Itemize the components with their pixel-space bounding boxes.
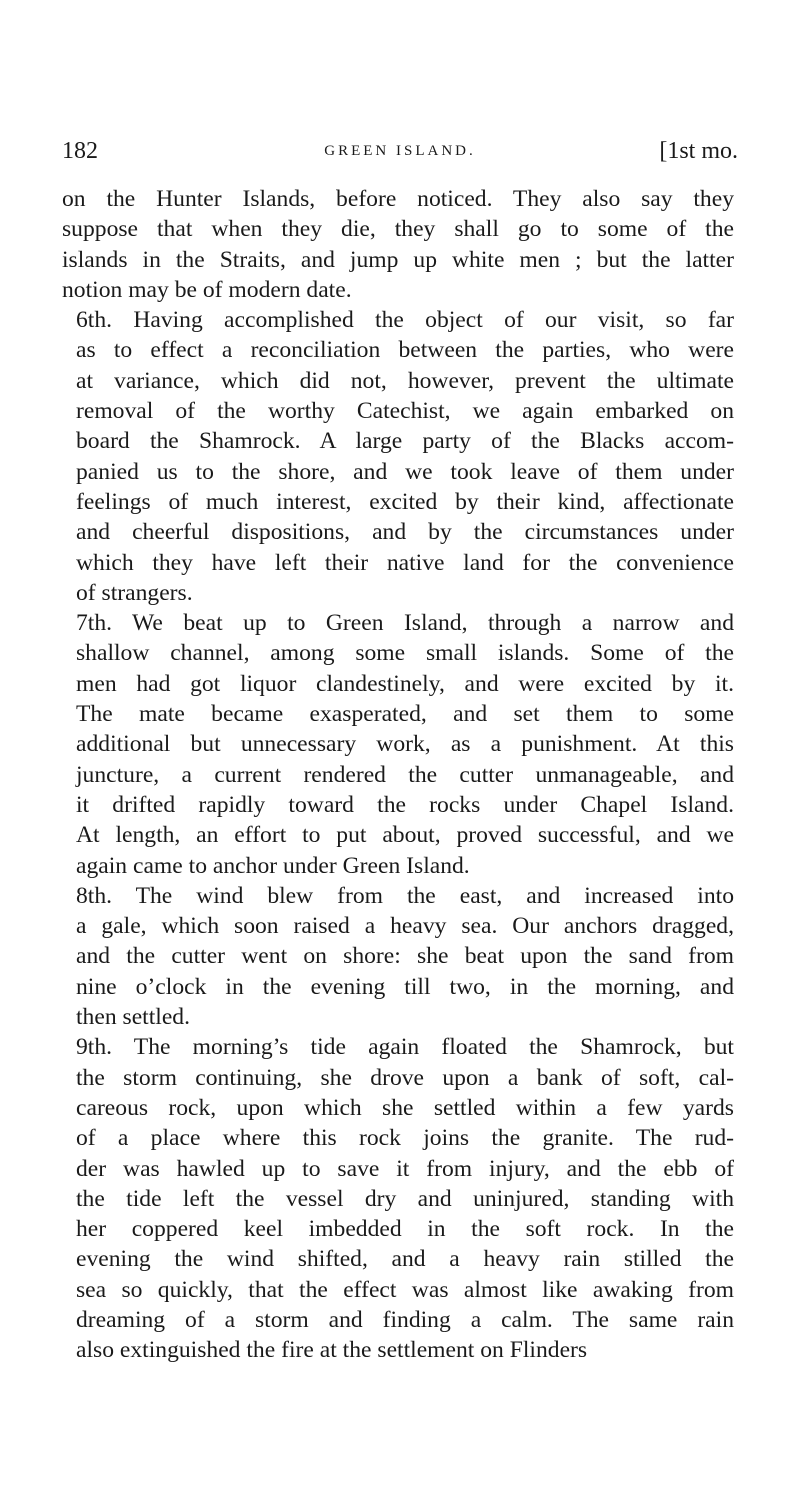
- text-line: At length, an effort to put about, proved successful, and we: [76, 822, 734, 849]
- text-line: also extinguished the fire at the settlement on Flinders: [76, 1337, 588, 1364]
- text-line: 6th. Having accomplished the object of our visit, so far: [76, 307, 734, 334]
- paragraph: [62, 1032, 734, 1365]
- text-line: feelings of much interest, excited by their kind, affectionate: [76, 488, 734, 515]
- text-line: dreaming of a storm and finding a calm. The same rain: [76, 1306, 734, 1333]
- page-number: 182: [62, 138, 98, 164]
- text-line: additional but unnecessary work, as a punishment. At this: [76, 731, 734, 758]
- paragraph: [62, 881, 734, 1032]
- text-line: again came to anchor under Green Island.: [76, 852, 470, 879]
- text-line: of a place where this rock joins the granite. The rud-: [76, 1125, 734, 1152]
- text-line: board the Shamrock. A large party of the Blacks accom-: [76, 428, 734, 455]
- text-line: a gale, which soon raised a heavy sea. Our anchors dragged,: [76, 913, 734, 940]
- paragraph: [62, 184, 734, 305]
- text-line: nine o’clock in the evening till two, in the morning, and: [76, 973, 734, 1000]
- text-line: as to effect a reconciliation between the parties, who were: [76, 337, 734, 364]
- text-line: notion may be of modern date.: [62, 276, 352, 303]
- text-line: der was hawled up to save it from injury, and the ebb of: [76, 1155, 734, 1182]
- text-line: of strangers.: [76, 579, 193, 606]
- paragraph: [62, 608, 734, 881]
- text-line: shallow channel, among some small islands. Some of the: [76, 640, 734, 667]
- text-line: 8th. The wind blew from the east, and increased into: [76, 882, 734, 909]
- text-line: and cheerful dispositions, and by the circumstances under: [76, 519, 734, 546]
- text-line: suppose that when they die, they shall go to some of the: [62, 216, 734, 243]
- paragraph: [62, 305, 734, 608]
- date-marker: [1st mo.: [659, 138, 738, 164]
- running-header: [62, 134, 738, 168]
- text-line: then settled.: [76, 1004, 191, 1031]
- text-line: her coppered keel imbedded in the soft rock. In the: [76, 1216, 734, 1243]
- text-line: and the cutter went on shore: she beat upon the sand from: [76, 943, 734, 970]
- text-line: it drifted rapidly toward the rocks under Chapel Island.: [76, 791, 734, 818]
- text-line: careous rock, upon which she settled within a few yards: [76, 1094, 734, 1121]
- body-text: [62, 184, 734, 1366]
- text-line: sea so quickly, that the effect was almost like awaking from: [76, 1276, 734, 1303]
- text-line: on the Hunter Islands, before noticed. They also say they: [62, 186, 734, 212]
- text-line: islands in the Straits, and jump up white men ; but the latter: [62, 246, 734, 273]
- text-line: The mate became exasperated, and set them to some: [76, 701, 734, 728]
- text-line: which they have left their native land for the convenience: [76, 549, 734, 576]
- text-line: panied us to the shore, and we took leave of them under: [76, 458, 734, 485]
- text-line: the tide left the vessel dry and uninjured, standing with: [76, 1185, 734, 1212]
- text-line: 9th. The morning’s tide again floated the Shamrock, but: [76, 1034, 734, 1061]
- text-line: juncture, a current rendered the cutter unmanageable, and: [76, 761, 734, 788]
- running-title: GREEN ISLAND.: [324, 143, 476, 159]
- text-line: 7th. We beat up to Green Island, through a narrow and: [76, 610, 734, 637]
- text-line: at variance, which did not, however, prevent the ultimate: [76, 367, 734, 394]
- text-line: men had got liquor clandestinely, and were excited by it.: [76, 670, 734, 697]
- text-line: evening the wind shifted, and a heavy rain stilled the: [76, 1246, 734, 1273]
- text-line: the storm continuing, she drove upon a bank of soft, cal-: [76, 1064, 734, 1091]
- text-line: removal of the worthy Catechist, we again embarked on: [76, 398, 734, 425]
